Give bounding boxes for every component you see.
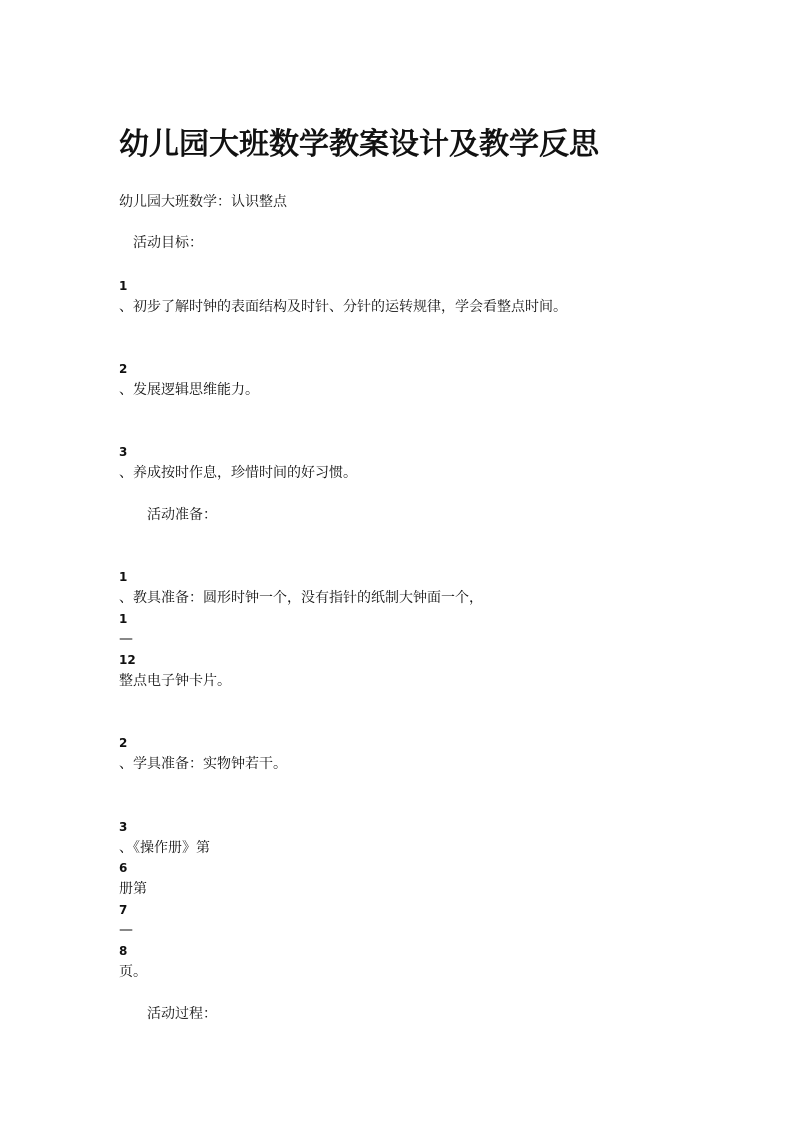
prep-1-tail: 整点电子钟卡片。: [119, 673, 231, 689]
prep-1-dash: —: [119, 631, 133, 647]
prep-3-dash: —: [119, 922, 133, 938]
prep-1-range-start: 1: [119, 612, 128, 626]
goals-heading: 活动目标：: [133, 235, 203, 251]
prep-3-page-start: 7: [119, 903, 128, 917]
goal-1-number: 1: [119, 279, 128, 293]
prep-3-mid: 册第: [119, 881, 147, 897]
prep-1-number: 1: [119, 570, 128, 584]
prep-2-text: 、学具准备：实物钟若干。: [119, 756, 287, 772]
prep-1-range-end: 12: [119, 653, 136, 667]
prep-heading: 活动准备：: [147, 507, 217, 523]
process-heading: 活动过程：: [147, 1006, 217, 1022]
prep-3-number: 3: [119, 820, 128, 834]
goal-2-number: 2: [119, 362, 128, 376]
prep-1-text: 、教具准备：圆形时钟一个，没有指针的纸制大钟面一个，: [119, 590, 483, 606]
prep-3-page-end: 8: [119, 944, 128, 958]
prep-3-tail: 页。: [119, 964, 147, 980]
goal-3-text: 、养成按时作息，珍惜时间的好习惯。: [119, 465, 357, 481]
goal-1-text: 、初步了解时钟的表面结构及时针、分针的运转规律，学会看整点时间。: [119, 299, 567, 315]
lesson-subtitle: 幼儿园大班数学：认识整点: [119, 194, 287, 210]
document-title: 幼儿园大班数学教案设计及教学反思: [119, 127, 599, 162]
prep-3-book-number: 6: [119, 861, 128, 875]
prep-2-number: 2: [119, 736, 128, 750]
prep-3-text: 、《操作册》第: [119, 840, 210, 856]
goal-3-number: 3: [119, 445, 128, 459]
goal-2-text: 、发展逻辑思维能力。: [119, 382, 259, 398]
